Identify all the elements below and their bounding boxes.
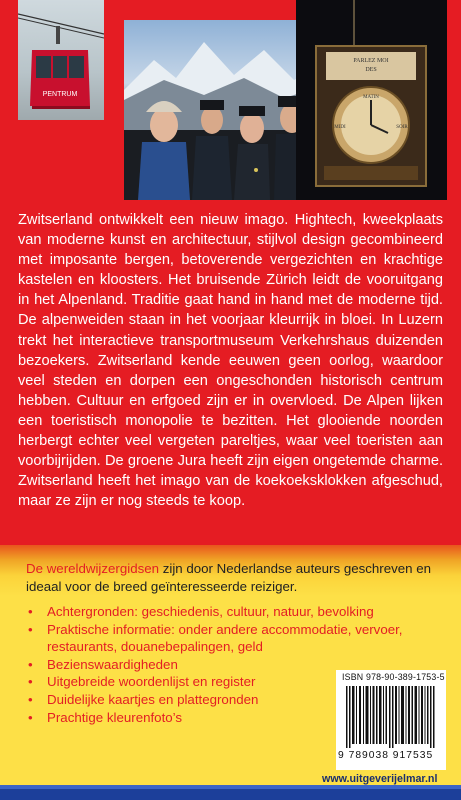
feature-item: • Duidelijke kaartjes en plattegronden — [26, 691, 441, 709]
series-info-panel — [0, 545, 461, 800]
feature-item: • Praktische informatie: onder andere accommodatie, vervoer, restaurants, douanebepalingen, geld — [26, 621, 441, 656]
feature-item: • Achtergronden: geschiedenis, cultuur, natuur, bevolking — [26, 603, 441, 621]
description-text: Zwitserland ontwikkelt een nieuw imago. Hightech, kweekplaats van moderne kunst en architectuur, stijlvol design gecombineerd met imposante bergen, betoverende vergezichten en krachtige kastelen en kloosters. Het bruisende Zürich leidt de vooruitgang in het Alpenland. Traditie gaat hand in hand met de moderne tijd. De alpenweiden staan in het voorjaar kleurrijk in bloei. In Luzern trekt het interactieve transportmuseum Verkehrshaus duizenden bezoekers. Zwitserland kende eeuwen geen oorlog, waardoor veel steden en dorpen een ongeschonden historisch centrum hebben. Cultuur en erfgoed zijn er in overvloed. De Alpen lijken een toeristisch monopolie te bezitten. Het glooiende noorden herbergt echter veel vergeten pareltjes, waar veel toeristen aan voorbijrijden. De groene Jura heeft zijn eigen ongetemde charme. Zwitserland heeft het imago van de koekoeksklokken afgeschud, maar ze zijn er nog steeds te koop. — [18, 212, 443, 510]
cuckoo-clock-photo — [296, 0, 447, 200]
traditional-singers-photo — [124, 20, 324, 200]
clock-text-2: DES — [365, 67, 377, 73]
barcode-number: 9 789038 917535 — [338, 750, 434, 761]
clock-text-3: MATIN — [363, 95, 379, 100]
bottom-blue-bar — [0, 785, 461, 800]
description-block — [18, 210, 443, 511]
feature-item: • Uitgebreide woordenlijst en register — [26, 673, 441, 691]
clock-text-4: MIDI — [334, 125, 346, 130]
series-intro-text: zijn door Nederlandse auteurs geschreven en ideaal voor de breed geïnteresseerde reiziger. — [26, 561, 432, 594]
isbn-label: ISBN 978-90-389-1753-5 — [342, 672, 445, 682]
clock-text-1: PARLEZ MOI — [353, 58, 389, 64]
gondola-sign: PENTRUM — [42, 91, 78, 98]
clock-text-5: SOIR — [396, 125, 408, 130]
feature-item: • Prachtige kleurenfoto’s — [26, 709, 441, 727]
barcode — [346, 686, 436, 748]
barcode-block — [336, 670, 446, 770]
series-intro — [26, 560, 441, 596]
gondola-photo — [18, 0, 104, 120]
photo-collage — [18, 0, 323, 200]
feature-item: • Bezienswaardigheden — [26, 656, 441, 674]
series-brand-name: De wereldwijzergidsen — [26, 561, 160, 576]
publisher-url[interactable]: www.uitgeverijelmar.nl — [322, 773, 438, 785]
